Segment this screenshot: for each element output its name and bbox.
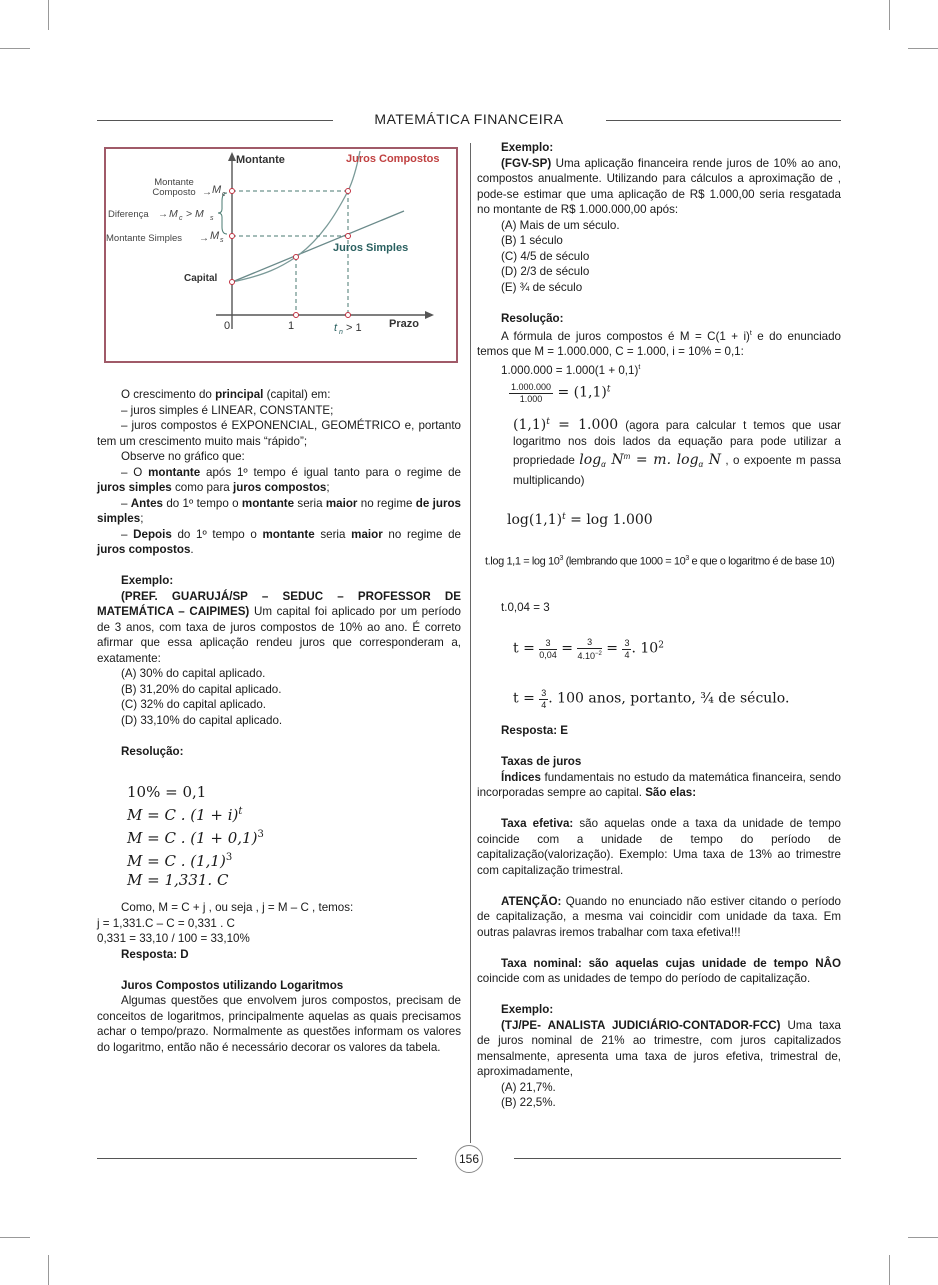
right-column xyxy=(477,140,841,1111)
diff-mc: M xyxy=(169,208,178,220)
paragraph: Observe no gráfico que: xyxy=(121,450,245,463)
paragraph: – Antes do 1º tempo o montante seria maior no regime de juros simples; xyxy=(97,496,461,525)
point-t1 xyxy=(294,255,299,260)
math-line: M = C . $(1 + i)^t$ xyxy=(127,806,243,824)
option-a: (A) Mais de um século. xyxy=(501,218,620,232)
math-line: M = C . $(1 + 0,1)^3$ xyxy=(127,829,264,847)
paragraph: – O montante após 1º tempo é igual tanto para o regime de juros simples como para juros compostos; xyxy=(97,465,461,494)
paragraph: Taxa efetiva: são aquelas onde a taxa da unidade de tempo coincide com a unidade de tempo do período de capitalização(valorização). Exemplo: Uma taxa de 13% ao trimestre com capitalização trimestral. xyxy=(477,817,841,877)
example-text: (TJ/PE- ANALISTA JUDICIÁRIO-CONTADOR-FCC) Uma taxa de juros nominal de 21% ao trimestre, com juros capitalizados mensalmente, apresenta uma taxa de juros efetiva, trimestral de, aproximadamente, xyxy=(477,1018,841,1079)
tick-0: 0 xyxy=(224,320,231,332)
crop-mark xyxy=(48,0,49,30)
example-text: (PREF. GUARUJÁ/SP – SEDUC – PROFESSOR DE MATEMÁTICA – CAIPIMES) Um capital foi aplicado por um período de 3 anos, com taxa de juros compostos de 10% ao ano. É correto afirmar que essa aplicação rendeu juros que corresponderam a, exatamente: xyxy=(97,589,461,665)
left-column xyxy=(97,387,461,1055)
compound-interest-curve xyxy=(232,151,360,282)
tick-tn: t xyxy=(334,322,338,334)
option-b: (B) 1 século xyxy=(501,234,563,247)
equation-fraction: $\frac{1.000.000}{1.000}$ = $(1,1)^t$ xyxy=(511,382,611,405)
calc-line: j = 1,331.C – C = 0,331 . C xyxy=(97,916,235,930)
example-label: Exemplo: xyxy=(501,1003,554,1017)
math-line: M = 1,331. C xyxy=(127,871,229,889)
label-composto: Composto xyxy=(152,187,196,198)
arrow-ms: → xyxy=(199,233,209,244)
paragraph: A fórmula de juros compostos é $M = C(1 + i)^t$ e do enunciado temos que M = 1.000.000, C = 1.000, i = 10% = 0,1: xyxy=(477,329,841,359)
x-axis-arrow xyxy=(425,311,434,319)
option-c: (C) 32% do capital aplicado. xyxy=(121,698,267,711)
option-d: (D) 33,10% do capital aplicado. xyxy=(121,713,283,727)
paragraph: $1.000.000 = 1.000(1 + 0,1)^t$ xyxy=(501,363,641,377)
crop-mark xyxy=(889,1255,890,1285)
label-montante: Montante xyxy=(154,177,194,188)
paragraph: ATENÇÃO: Quando no enunciado não estiver citando o período de capitalização, a mesma vai coincidir com unidade da taxa. Em outras palavras iremos trabalhar com taxa efetiva!!! xyxy=(477,894,841,939)
answer: Resposta: E xyxy=(501,724,569,738)
symbol-ms-sub: s xyxy=(220,237,224,244)
label-montante-simples: Montante Simples xyxy=(106,233,183,244)
equation-t: t = $\frac{3}{0,04}$ = $\frac{3}{4.10^{-2}}$ = $\frac{3}{4}$ . $10^2$ xyxy=(513,637,664,662)
point-mc-axis xyxy=(230,189,235,194)
option-c: (C) 4/5 de século xyxy=(501,249,590,263)
equation-final: t = $\frac{3}{4}$ . 100 anos, portanto, ¾ de século. xyxy=(513,688,790,711)
point-ms-axis xyxy=(230,234,235,239)
equation-tlog: t.log $1,1 = \log 10^3$ (lembrando que $1000 = 10^3$ e que o logaritmo é de base 10) xyxy=(485,554,835,568)
crop-mark xyxy=(0,48,30,49)
equation-line: t.0,04 = 3 xyxy=(501,600,550,614)
symbol-ms: M xyxy=(210,230,220,242)
example-label: Exemplo: xyxy=(121,574,174,587)
resolution-label: Resolução: xyxy=(121,744,184,758)
paragraph: – juros simples é LINEAR, CONSTANTE; xyxy=(121,403,334,417)
compound-label: Juros Compostos xyxy=(346,153,440,165)
point-ms xyxy=(346,234,351,239)
equation-log: $\log(1,1)^t = \log 1.000$ xyxy=(507,512,653,529)
crop-mark xyxy=(908,1237,938,1238)
point-tn-axis xyxy=(346,313,351,318)
answer: Resposta: D xyxy=(121,947,189,961)
column-divider xyxy=(470,143,471,1143)
difference-brace xyxy=(218,193,227,234)
paragraph: Índices fundamentais no estudo da matemática financeira, sendo incorporadas sempre ao capital. São elas: xyxy=(477,770,841,800)
calc-line: Como, M = C + j , ou seja , j = M – C , temos: xyxy=(121,901,354,914)
resolution-label: Resolução: xyxy=(501,311,564,325)
tick-1: 1 xyxy=(288,320,295,332)
equation-power: $(1,1)^t = 1.000$ (agora para calcular t temos que usar logaritmo nos dois lados da equação para pode utilizar a propriedade $\log_\alpha N^m = m$. $\log_\alpha N$ , o expoente m passa multiplicando) xyxy=(513,417,841,487)
footer-rule-right xyxy=(514,1158,841,1159)
interest-growth-figure xyxy=(104,147,458,363)
diff-mc-sub: c xyxy=(179,215,183,222)
header-rule-right xyxy=(606,120,841,121)
section-text: Algumas questões que envolvem juros compostos, precisam de conceitos de logaritmos, principalmente aquelas as quais precisamos achar o tempo/prazo. Normalmente as questões informam os valores do logaritmo, então não é necessário decorar os valores da tabela. xyxy=(97,994,461,1054)
y-axis-label: Montante xyxy=(236,154,285,166)
tick-tn-sub: n xyxy=(339,329,343,336)
arrow-mc: → xyxy=(202,187,212,198)
tick-tn-rest: > 1 xyxy=(343,322,362,334)
crop-mark xyxy=(48,1255,49,1285)
math-line: 10% = 0,1 xyxy=(127,783,207,801)
diff-ms-sub: s xyxy=(210,215,214,222)
paragraph: O crescimento do principal (capital) em: xyxy=(121,388,331,401)
math-steps xyxy=(97,783,461,890)
page-number: 156 xyxy=(455,1145,483,1173)
option-d: (D) 2/3 de século xyxy=(501,265,590,278)
footer-rule-left xyxy=(97,1158,417,1159)
paragraph: – juros compostos é EXPONENCIAL, GEOMÉTRICO e, portanto tem um crescimento muito mais “rápido”; xyxy=(97,419,461,448)
option-b: (B) 31,20% do capital aplicado. xyxy=(121,682,282,696)
section-title: Juros Compostos utilizando Logaritmos xyxy=(121,978,344,992)
interest-growth-diagram xyxy=(106,149,456,361)
symbol-mc: M xyxy=(212,184,222,196)
point-mc xyxy=(346,189,351,194)
example-label: Exemplo: xyxy=(501,141,554,154)
point-t1-axis xyxy=(294,313,299,318)
math-line: M = C . $(1,1)^3$ xyxy=(127,852,233,870)
header-title: MATEMÁTICA FINANCEIRA xyxy=(374,111,564,127)
paragraph: Taxa nominal: são aquelas cujas unidade de tempo NÂO coincide com as unidades de tempo do período de capitalização. xyxy=(477,956,842,986)
label-diferenca: Diferença xyxy=(108,209,149,220)
x-axis-label: Prazo xyxy=(389,318,419,330)
y-axis-arrow xyxy=(228,152,236,161)
arrow-diff: → xyxy=(158,209,168,220)
label-capital: Capital xyxy=(184,273,218,284)
calc-line: 0,331 = 33,10 / 100 = 33,10% xyxy=(97,932,250,945)
simple-label: Juros Simples xyxy=(333,242,409,254)
example-text: (FGV-SP) Uma aplicação financeira rende juros de 10% ao ano, compostos anualmente. Utilizando para cálculos a aproximação de , pode-se estimar que uma aplicação de R$ 1.000,00 seria resgatada no montante de R$ 1.000.000,00 após: xyxy=(477,156,841,216)
crop-mark xyxy=(889,0,890,30)
crop-mark xyxy=(908,48,938,49)
paragraph: – Depois do 1º tempo o montante seria maior no regime de juros compostos. xyxy=(97,527,461,556)
option-a: (A) 30% do capital aplicado. xyxy=(121,667,266,680)
crop-mark xyxy=(0,1237,30,1238)
option-e: (E) ¾ de século xyxy=(501,280,583,294)
diff-ms: > M xyxy=(183,208,204,220)
section-title: Taxas de juros xyxy=(501,755,582,769)
point-capital xyxy=(230,280,235,285)
option-b: (B) 22,5%. xyxy=(501,1096,556,1110)
option-a: (A) 21,7%. xyxy=(501,1080,556,1094)
symbol-mc-sub: c xyxy=(222,191,226,198)
